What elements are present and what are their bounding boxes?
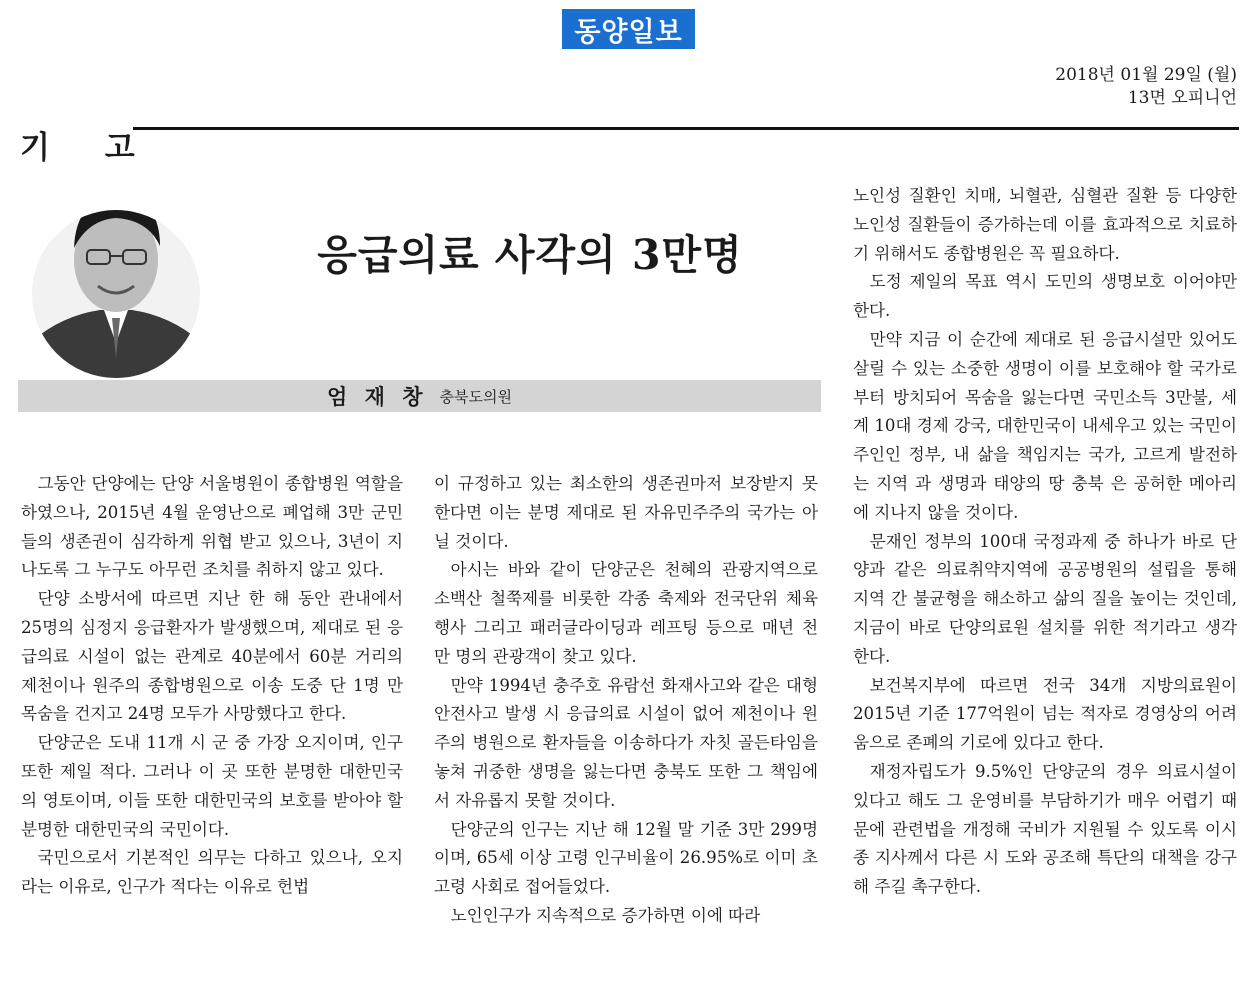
- paragraph: 단양 소방서에 따르면 지난 한 해 동안 관내에서 25명의 심정지 응급환자가 발생했으며, 제대로 된 응급의료 시설이 없는 관계로 40분에서 60분 거리의 제천이나 원주의 종합병원으로 이송 도중 단 1명 만 목숨을 건지고 24명 모두가 사망했다고 한다.: [21, 589, 403, 724]
- paragraph: 그동안 단양에는 단양 서울병원이 종합병원 역할을 하였으나, 2015년 4월 운영난으로 폐업해 3만 군민들의 생존권이 심각하게 위협 받고 있으나, 3년이 지나도록 그 누구도 아무런 조치를 취하지 않고 있다.: [21, 474, 403, 580]
- author-name: 엄 재 창: [327, 385, 428, 409]
- paragraph: 노인성 질환인 치매, 뇌혈관, 심혈관 질환 등 다양한 노인성 질환들이 증가하는데 이를 효과적으로 치료하기 위해서도 종합병원은 꼭 필요하다.: [853, 186, 1237, 263]
- author-role: 충북도의원: [439, 387, 512, 406]
- paragraph: 단양군은 도내 11개 시 군 중 가장 오지이며, 인구 또한 제일 적다. 그러나 이 곳 또한 분명한 대한민국의 영토이며, 이들 또한 대한민국의 보호를 받아야 할 분명한 대한민국의 국민이다.: [21, 733, 403, 839]
- paragraph: 노인인구가 지속적으로 증가하면 이에 따라: [450, 905, 761, 925]
- edition-info: [1055, 64, 1237, 110]
- paragraph: 아시는 바와 같이 단양군은 천혜의 관광지역으로 소백산 철쭉제를 비롯한 각종 축제와 전국단위 체육행사 그리고 패러글라이딩과 레프팅 등으로 매년 천만 명의 관광객이 찾고 있다.: [434, 560, 818, 666]
- paragraph: 보건복지부에 따르면 전국 34개 지방의료원이 2015년 기준 177억원이 넘는 적자로 경영상의 어려움으로 존폐의 기로에 있다고 한다.: [853, 675, 1237, 753]
- byline-bar: [18, 380, 821, 412]
- newspaper-logo[interactable]: 동양일보: [562, 9, 695, 49]
- paragraph: 국민으로서 기본적인 의무는 다하고 있으나, 오지라는 이유로, 인구가 적다는 이유로 헌법: [21, 848, 403, 897]
- edition-date: 2018년 01월 29일 (월): [1055, 65, 1237, 85]
- paragraph: 만약 1994년 충주호 유람선 화재사고와 같은 대형 안전사고 발생 시 응급의료 시설이 없어 제천이나 원주의 병원으로 환자들을 이송하다가 자칫 골든타임을 놓쳐 귀중한 생명을 잃는다면 충북도 또한 그 책임에서 자유롭지 못할 것이다.: [434, 675, 818, 810]
- paragraph: 문재인 정부의 100대 국정과제 중 하나가 바로 단양과 같은 의료취약지역에 공공병원의 설립을 통해 지역 간 불균형을 해소하고 삶의 질을 높이는 것인데, 지금이 바로 단양의료원 설치를 위한 적기라고 생각한다.: [853, 531, 1237, 666]
- article-column-1: [21, 470, 403, 902]
- article-headline: 응급의료 사각의 3만명: [317, 231, 743, 279]
- paragraph: 이 규정하고 있는 최소한의 생존권마저 보장받지 못한다면 이는 분명 제대로 된 자유민주주의 국가는 아닐 것이다.: [434, 474, 818, 551]
- paragraph: 단양군의 인구는 지난 해 12월 말 기준 3만 299명이며, 65세 이상 고령 인구비율이 26.95%로 이미 초고령 사회로 접어들었다.: [434, 819, 818, 897]
- page-section: 13면 오피니언: [1127, 88, 1237, 108]
- paragraph: 만약 지금 이 순간에 제대로 된 응급시설만 있어도 살릴 수 있는 소중한 생명이 이를 보호해야 할 국가로부터 방치되어 목숨을 잃는다면 국민소득 3만불, 세계 10대 경제 강국, 대한민국이 내세우고 있는 국민이 주인인 정부, 내 삶을 책임지는 국가, 고르게 발전하는 지역 과 생명과 태양의 땅 충북 은 공허한 메아리에 지나지 않을 것이다.: [853, 329, 1237, 522]
- article-column-2: [434, 470, 818, 931]
- section-label: 기 고: [20, 130, 157, 166]
- author-photo: [30, 168, 202, 378]
- header-rule: [133, 127, 1239, 130]
- article-column-3: [853, 182, 1237, 902]
- paragraph: 도정 제일의 목표 역시 도민의 생명보호 이어야만 한다.: [853, 272, 1237, 321]
- paragraph: 재정자립도가 9.5%인 단양군의 경우 의료시설이 있다고 해도 그 운영비를 부담하기가 매우 어렵기 때문에 관련법을 개정해 국비가 지원될 수 있도록 이시종 지사께서 다른 시 도와 공조해 특단의 대책을 강구해 주길 촉구한다.: [853, 761, 1237, 897]
